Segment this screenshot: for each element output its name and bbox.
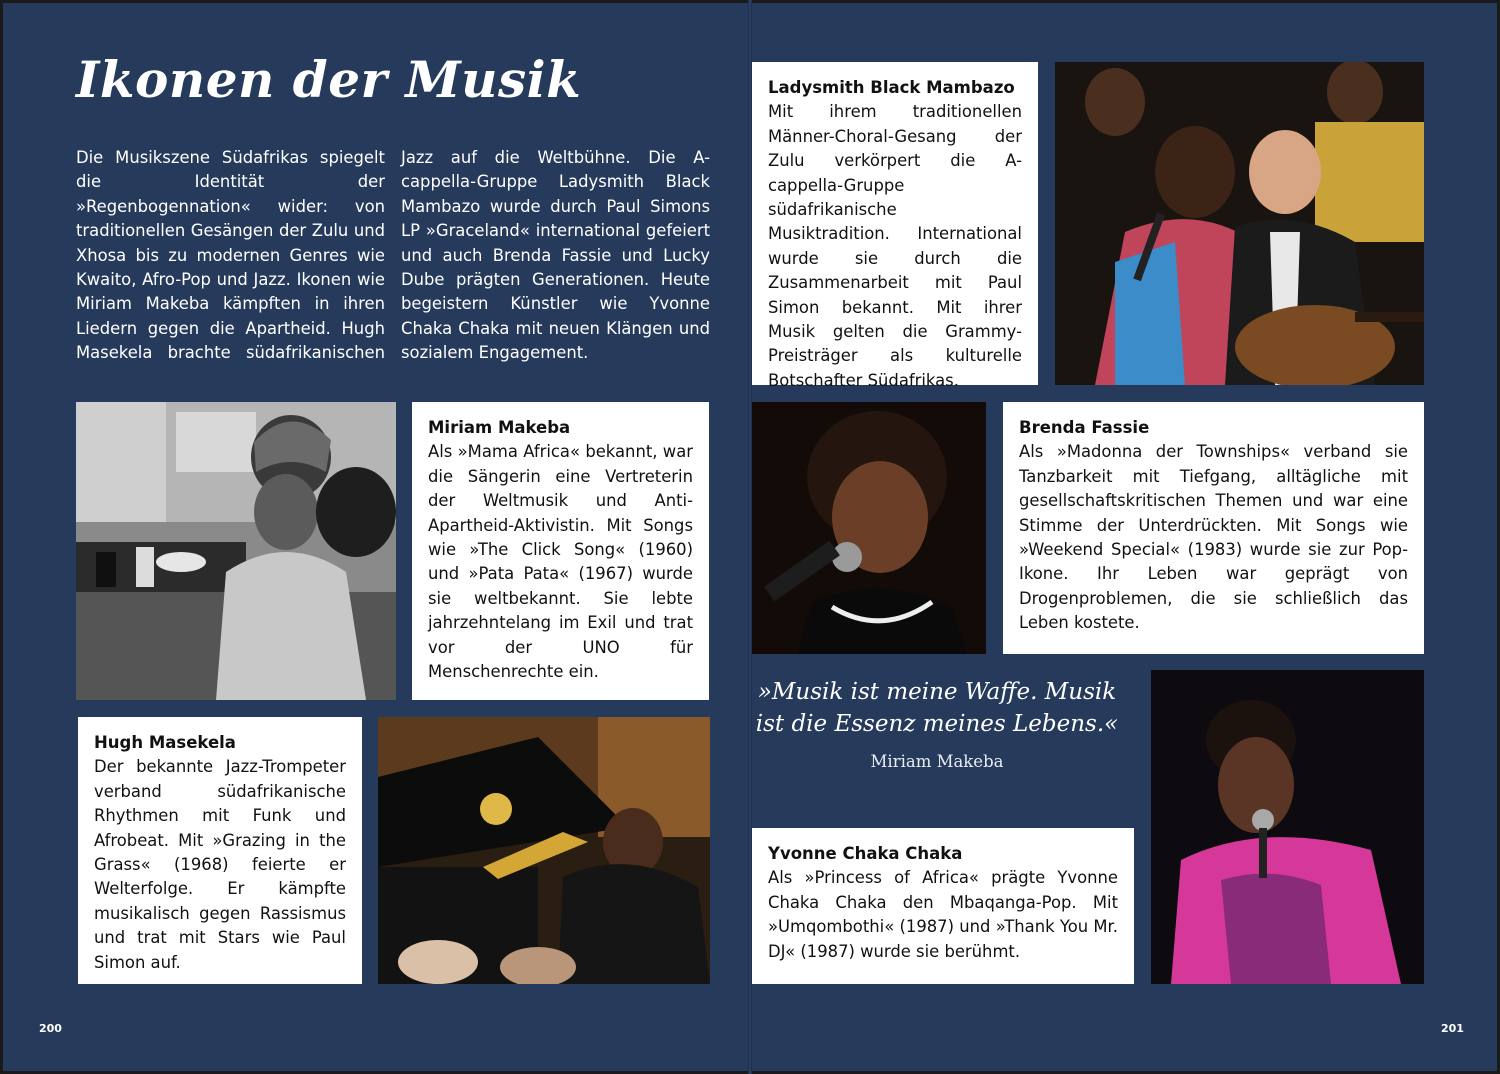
profile-text: Als »Princess of Africa« prägte Yvonne Chaka Chaka den Mbaqanga-Pop. Mit »Umqombothi« (1987) und »Thank You Mr. DJ« (1987) wurde sie berühmt. xyxy=(768,868,1118,961)
profile-card-chaka xyxy=(752,828,1134,984)
ladysmith-paul-simon-photo xyxy=(1055,62,1424,385)
profile-text: Der bekannte Jazz-Trompeter verband südafrikanische Rhythmen mit Funk und Afrobeat. Mit »Grazing in the Grass« (1968) feierte er Welterfolge. Er kämpfte musikalisch gegen Rassismus und trat mit Stars wie Paul Simon auf. xyxy=(94,757,346,972)
quote-text: »Musik ist meine Waffe. Musik ist die Essenz meines Lebens.« xyxy=(755,679,1119,737)
quote-author: Miriam Makeba xyxy=(870,752,1004,771)
page-number-right: 201 xyxy=(1441,1022,1464,1035)
profile-card-ladysmith xyxy=(752,62,1038,390)
profile-name: Ladysmith Black Mambazo xyxy=(768,78,1015,97)
profile-text: Als »Mama Africa« bekannt, war die Sängerin eine Vertreterin der Weltmusik und Anti-Apartheid-Aktivistin. Mit Songs wie »The Click Song« (1960) und »Pata Pata« (1967) wurde sie weltbekannt. Sie lebte jahrzehntelang im Exil und trat vor der UNO für Menschenrechte ein. xyxy=(428,442,693,682)
brenda-fassie-photo xyxy=(752,402,986,654)
yvonne-chaka-chaka-photo xyxy=(1151,670,1424,984)
profile-text: Als »Madonna der Townships« verband sie Tanzbarkeit mit Tiefgang, alltägliche mit gesellschaftskritischen Themen und war eine Stimme der Unterdrückten. Mit Songs wie »Weekend Special« (1983) wurde sie zur Pop-Ikone. Ihr Leben war geprägt von Drogenproblemen, die sie schließlich das Leben kostete. xyxy=(1019,442,1408,633)
makeba-quote xyxy=(752,676,1122,771)
profile-card-fassie xyxy=(1003,402,1424,654)
profile-name: Yvonne Chaka Chaka xyxy=(768,844,963,863)
profile-text: Mit ihrem traditionellen Männer-Choral-Gesang der Zulu verkörpert die A-cappella-Gruppe südafrikanische Musiktradition. International wurde sie durch die Zusammenarbeit mit Paul Simon bekannt. Mit ihrer Musik gelten die Grammy-Preisträger als kulturelle Botschafter Südafrikas. xyxy=(768,102,1022,390)
page-title: Ikonen der Musik xyxy=(76,50,582,109)
hugh-masekela-photo xyxy=(378,717,710,984)
profile-name: Miriam Makeba xyxy=(428,418,571,437)
profile-card-makeba xyxy=(412,402,709,700)
profile-name: Hugh Masekela xyxy=(94,733,236,752)
intro-text: Die Musikszene Südafrikas spiegelt die Identität der »Regenbogennation« wider: von traditionellen Gesängen der Zulu und Xhosa bis zu modernen Genres wie Kwaito, Afro-Pop und Jazz. Ikonen wie Miriam Makeba kämpften in ihren Liedern gegen die Apartheid. Hugh Masekela brachte südafrikanischen Jazz auf die Weltbühne. Die A-cappella-Gruppe Ladysmith Black Mambazo wurde durch Paul Simons LP »Graceland« international gefeiert und auch Brenda Fassie und Lucky Dube prägten Generationen. Heute begeistern Künstler wie Yvonne Chaka Chaka mit neuen Klängen und sozialem Engagement. xyxy=(76,148,710,363)
page-number-left: 200 xyxy=(39,1022,62,1035)
profile-card-masekela xyxy=(78,717,362,984)
profile-name: Brenda Fassie xyxy=(1019,418,1150,437)
miriam-makeba-photo xyxy=(76,402,396,700)
